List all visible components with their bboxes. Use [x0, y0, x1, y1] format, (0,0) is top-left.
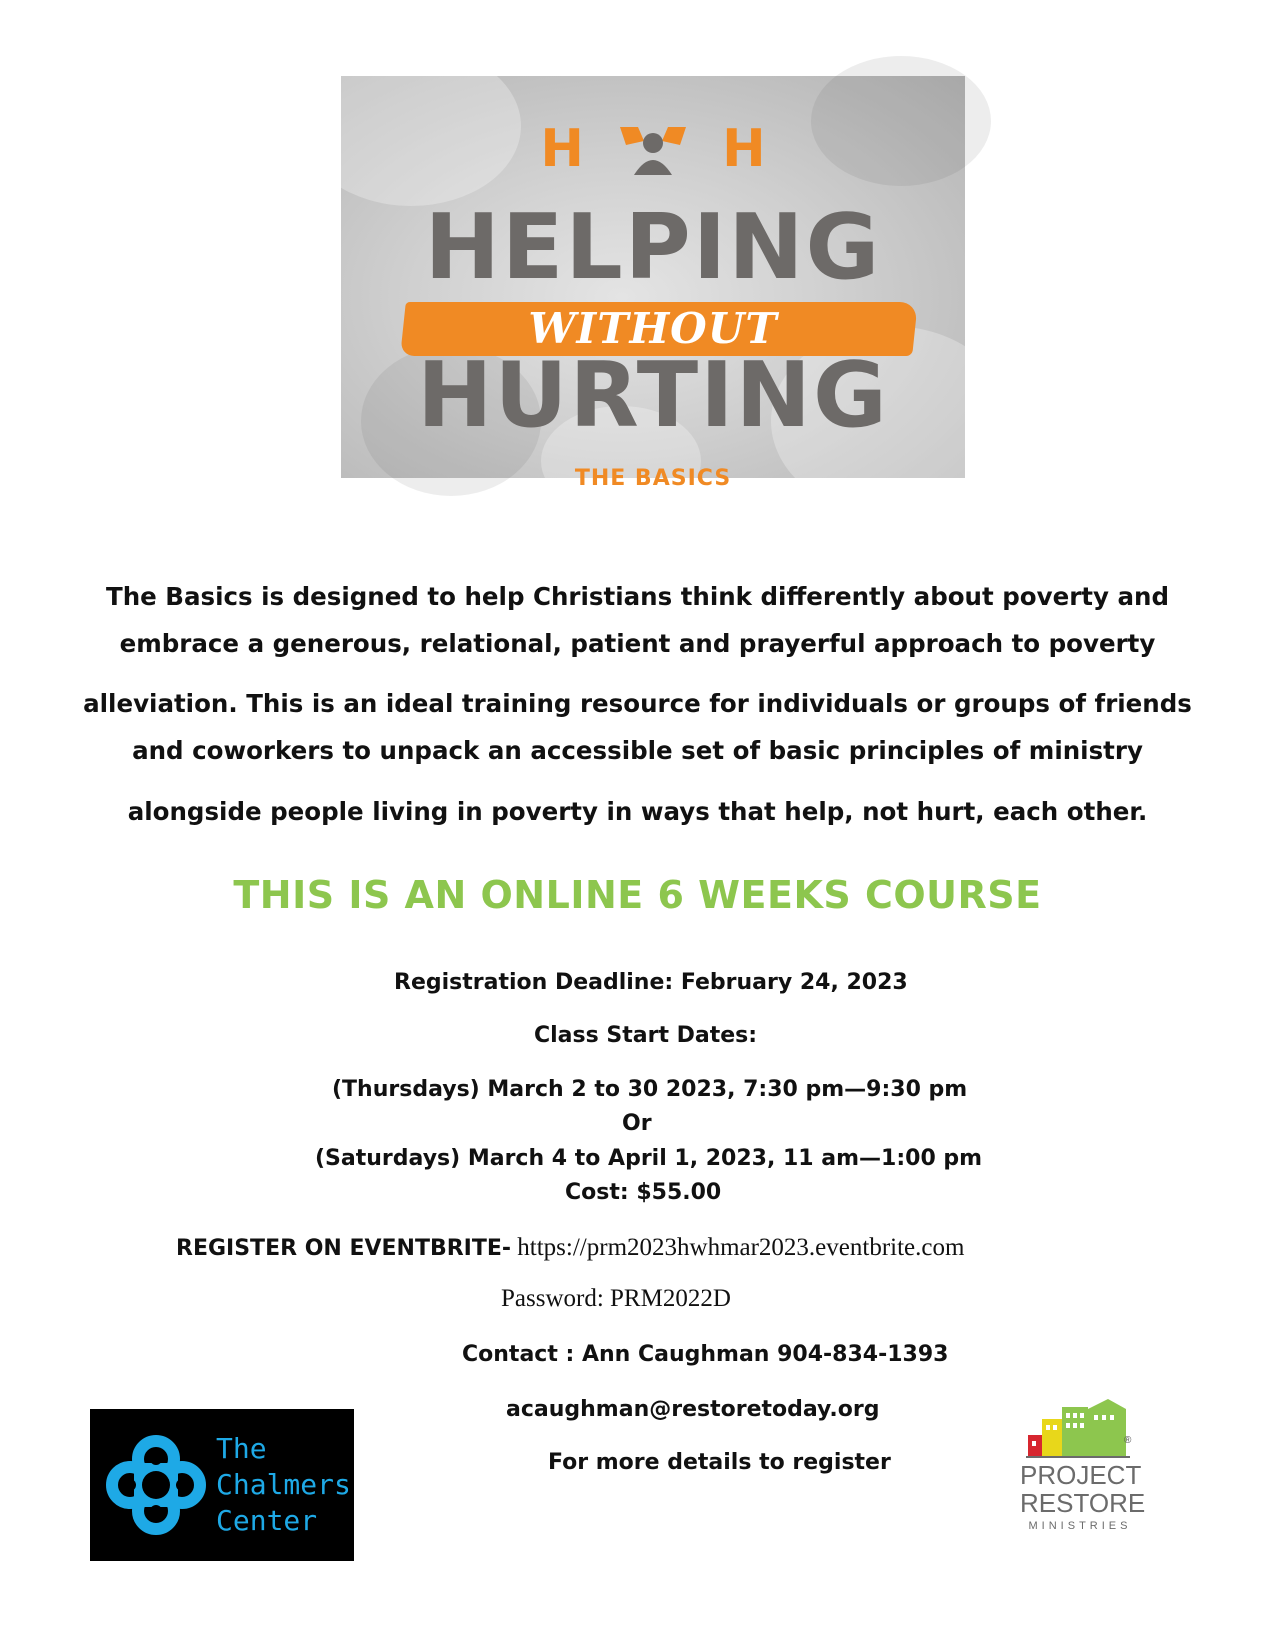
course-cost: Cost: $55.00	[565, 1180, 722, 1205]
registered-mark: ®	[1124, 1435, 1132, 1446]
more-details-note: For more details to register	[548, 1450, 891, 1475]
description-line-1: The Basics is designed to help Christians think differently about poverty and	[105, 582, 1170, 611]
description-line-5: alongside people living in poverty in ways that help, not hurt, each other.	[127, 797, 1148, 826]
chalmers-word-3: Center	[216, 1504, 318, 1537]
chalmers-word-2: Chalmers	[216, 1468, 351, 1501]
eventbrite-link[interactable]: https://prm2023hwhmar2023.eventbrite.com	[511, 1234, 965, 1261]
registration-deadline: Registration Deadline: February 24, 2023	[394, 970, 908, 995]
restore-line-ministries: MINISTRIES	[1028, 1520, 1132, 1532]
course-heading: THIS IS AN ONLINE 6 WEEKS COURSE	[233, 873, 1042, 917]
quatrefoil-icon	[104, 1433, 208, 1537]
event-password: Password: PRM2022D	[501, 1285, 731, 1312]
description-line-2: embrace a generous, relational, patient and prayerful approach to poverty	[119, 629, 1156, 658]
banner-title-hurting: HURTING	[417, 343, 889, 448]
chalmers-word-1: The	[216, 1432, 267, 1465]
restore-line-project: PROJECT	[1020, 1460, 1142, 1490]
hwh-right-letter: H	[722, 119, 766, 179]
class-start-dates-label: Class Start Dates:	[534, 1023, 758, 1048]
contact-line: Contact : Ann Caughman 904-834-1393	[462, 1342, 949, 1367]
banner-title-helping: HELPING	[424, 195, 882, 300]
hwh-left-letter: H	[540, 119, 584, 179]
register-line	[176, 1234, 964, 1262]
chalmers-wordmark	[216, 1431, 351, 1539]
people-icon	[616, 121, 690, 177]
banner-title-without: WITHOUT	[528, 304, 778, 353]
description-line-4: and coworkers to unpack an accessible set of basic principles of ministry	[132, 736, 1143, 765]
description-line-3: alleviation. This is an ideal training resource for individuals or groups of friends	[83, 689, 1192, 718]
course-banner	[341, 76, 965, 491]
project-restore-logo	[1020, 1395, 1146, 1535]
chalmers-center-logo	[90, 1409, 354, 1561]
restore-line-restore: RESTORE	[1020, 1488, 1146, 1518]
or-separator: Or	[622, 1111, 652, 1136]
contact-email[interactable]: acaughman@restoretoday.org	[506, 1397, 880, 1422]
banner-subtitle: THE BASICS	[574, 466, 732, 491]
buildings-icon	[1026, 1395, 1140, 1459]
register-label: REGISTER ON EVENTBRITE-	[176, 1236, 512, 1261]
thursday-schedule: (Thursdays) March 2 to 30 2023, 7:30 pm—9:30 pm	[332, 1077, 968, 1102]
hwh-logo	[341, 116, 965, 179]
saturday-schedule: (Saturdays) March 4 to April 1, 2023, 11 am—1:00 pm	[315, 1146, 983, 1171]
